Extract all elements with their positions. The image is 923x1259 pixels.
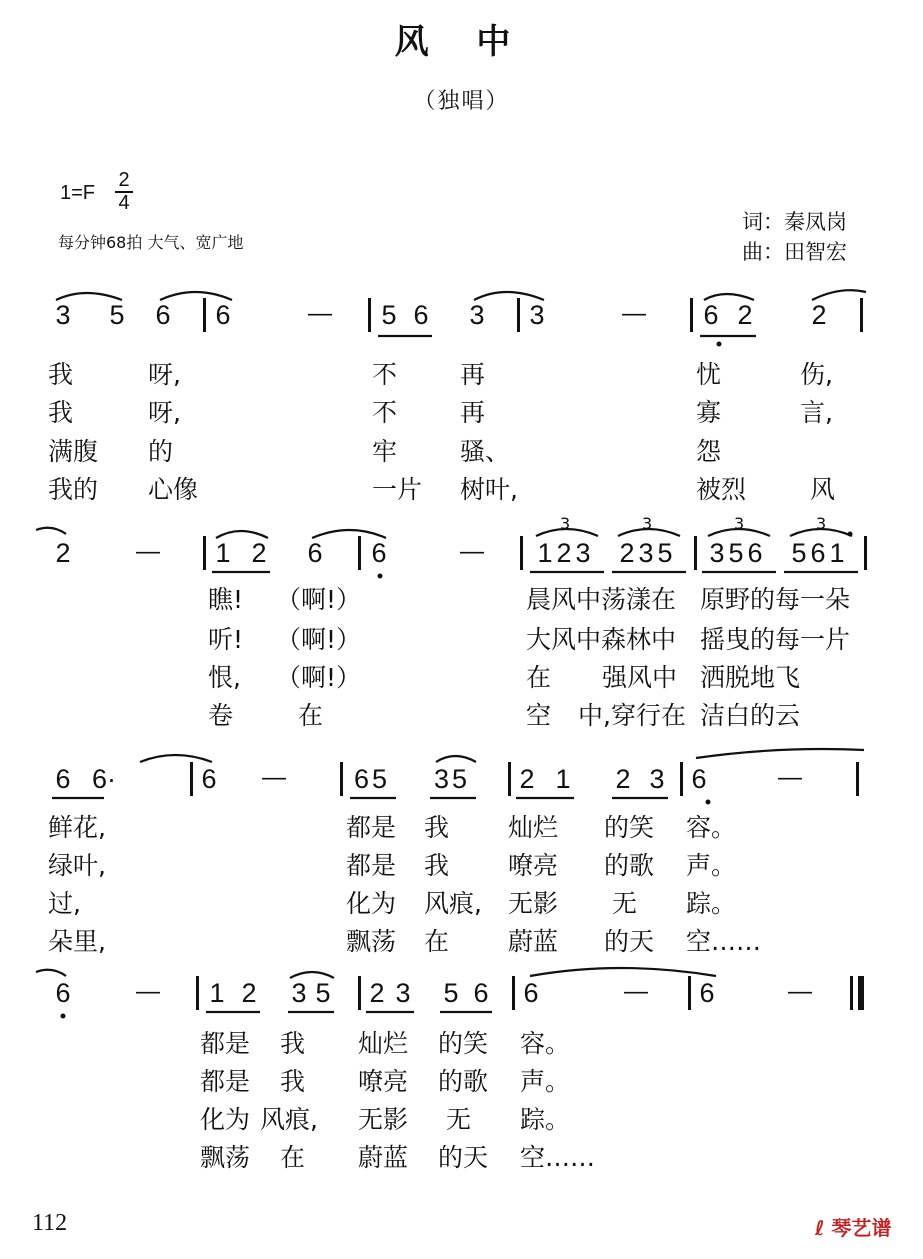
note: 2: [241, 978, 257, 1008]
lyric: 空……: [520, 1143, 596, 1172]
lyric: 言,: [800, 398, 833, 427]
lyric: 声。: [520, 1067, 571, 1096]
barline: [203, 298, 206, 332]
slur: [812, 290, 866, 300]
note: 6: [55, 764, 71, 794]
dash: —: [136, 538, 160, 565]
barline: [368, 298, 371, 332]
dash: —: [622, 300, 646, 327]
lyric: 风痕,: [260, 1105, 318, 1134]
lyric: 在: [298, 701, 324, 730]
triplet-mark: 3: [642, 514, 653, 533]
barline: [694, 536, 697, 570]
lyric: 晨风中荡漾在: [526, 585, 677, 614]
time-sig-top: 2: [118, 169, 130, 191]
lyric: 我的: [48, 475, 99, 504]
lyric: 化为: [346, 889, 397, 918]
lyric: 飘荡: [200, 1143, 251, 1172]
lyric: 空: [526, 701, 552, 730]
note: 6·: [91, 764, 116, 794]
lyric: 风: [810, 475, 836, 504]
triplet-note-group: 123: [537, 538, 595, 568]
slur: [474, 292, 544, 300]
watermark-logo: [815, 1212, 891, 1241]
performance-type: （独唱）: [413, 89, 510, 114]
lyric: 瞧!: [208, 585, 244, 614]
lyric: 灿烂: [508, 813, 559, 842]
lyric: 伤,: [800, 360, 833, 389]
lyric: 我: [48, 398, 74, 427]
lyric: 不: [372, 360, 398, 389]
lyric: 容。: [686, 813, 737, 842]
triplet-note-group: 356: [709, 538, 767, 568]
lyric: 我: [48, 360, 74, 389]
barline: [856, 762, 859, 796]
page-number: 112: [32, 1210, 68, 1236]
note: 2: [811, 300, 827, 330]
note: 6: [523, 978, 539, 1008]
slur: [696, 749, 864, 758]
lyric: 中,穿行在: [578, 701, 686, 730]
lyric: 容。: [520, 1029, 571, 1058]
lyric: 洒脱地飞: [700, 663, 801, 692]
note: 6: [155, 300, 171, 330]
composer-credit: 曲：田智宏: [742, 240, 847, 264]
key-signature: 1=F: [60, 182, 96, 204]
dash: —: [788, 978, 812, 1005]
note: 3: [529, 300, 545, 330]
lyric: 无影: [508, 889, 559, 918]
slur: [160, 292, 232, 300]
barline: [680, 762, 683, 796]
lyric: 的笑: [604, 813, 655, 842]
octave-dot: [848, 532, 853, 537]
dash: —: [624, 978, 648, 1005]
note: 1: [209, 978, 225, 1008]
note: 3: [649, 764, 665, 794]
lyric: 绿叶,: [48, 851, 106, 880]
lyric: 我: [280, 1029, 306, 1058]
note: 6: [691, 764, 707, 794]
lyric: 呀,: [148, 398, 181, 427]
note: 65: [353, 764, 391, 794]
time-signature: [113, 170, 135, 214]
slur: [530, 968, 716, 976]
slur: [36, 528, 66, 534]
lyric: 呀,: [148, 360, 181, 389]
lyric: 我: [280, 1067, 306, 1096]
lyric: 树叶,: [460, 475, 518, 504]
lyric: 在: [424, 927, 450, 956]
lyric: 都是: [346, 813, 397, 842]
lyric: 无影: [358, 1105, 409, 1134]
barline: [512, 976, 515, 1010]
dash: —: [460, 538, 484, 565]
lyric: 骚、: [460, 437, 511, 466]
note: 6: [703, 300, 719, 330]
lyric: 听!: [208, 625, 244, 654]
lyric: 在: [526, 663, 552, 692]
dash: —: [778, 764, 802, 791]
lyric: 的歌: [438, 1067, 489, 1096]
slur: [140, 755, 212, 762]
lyric: 我: [424, 851, 450, 880]
lyric: 再: [460, 360, 486, 389]
lyric: 再: [460, 398, 486, 427]
lyric: 过,: [48, 889, 81, 918]
lyric: 无: [612, 889, 638, 918]
note: 2: [519, 764, 535, 794]
lyric: 踪。: [686, 889, 737, 918]
note: 5: [381, 300, 397, 330]
lyric: 声。: [686, 851, 737, 880]
time-sig-bottom: 4: [118, 192, 130, 214]
note: 6: [55, 978, 71, 1008]
lyric: 恨,: [208, 663, 241, 692]
note: 6: [473, 978, 489, 1008]
note: 2: [55, 538, 71, 568]
watermark-text: 琴艺谱: [831, 1216, 892, 1240]
note: 6: [371, 538, 387, 568]
note: 1: [555, 764, 571, 794]
barline: [358, 976, 361, 1010]
octave-dot: [706, 800, 711, 805]
note: 1: [215, 538, 231, 568]
octave-dot: [378, 574, 383, 579]
lyric: 化为: [200, 1105, 251, 1134]
lyric: 灿烂: [358, 1029, 409, 1058]
dash: —: [136, 978, 160, 1005]
barline: [688, 976, 691, 1010]
lyric: 牢: [372, 437, 398, 466]
final-barline-thick: [858, 976, 864, 1010]
lyric: 被烈: [696, 475, 747, 504]
triplet-note-group: 235: [619, 538, 677, 568]
triplet-mark: 3: [816, 514, 827, 533]
octave-dot: [61, 1014, 66, 1019]
lyric: 风痕,: [424, 889, 482, 918]
slur: [436, 756, 476, 762]
lyric: （啊!）: [276, 663, 362, 692]
barline: [520, 536, 523, 570]
note: 3: [395, 978, 411, 1008]
note: 6: [413, 300, 429, 330]
triplet-mark: 3: [734, 514, 745, 533]
lyric: 心像: [148, 475, 199, 504]
note: 35: [433, 764, 471, 794]
lyric: 都是: [200, 1029, 251, 1058]
lyric: 大风中森林中: [526, 625, 677, 654]
lyric: 踪。: [520, 1105, 571, 1134]
slur: [36, 970, 66, 976]
slur: [56, 293, 122, 300]
slur: [312, 530, 386, 538]
note: 5: [109, 300, 125, 330]
lyric: 的天: [438, 1143, 489, 1172]
triplet-note-group: 561: [791, 538, 849, 568]
dash: —: [308, 300, 332, 327]
lyric: 怨: [696, 437, 722, 466]
note: 2: [615, 764, 631, 794]
barline: [690, 298, 693, 332]
slur: [216, 531, 268, 538]
final-barline-thin: [850, 976, 853, 1010]
lyric: 我: [424, 813, 450, 842]
note: 6: [699, 978, 715, 1008]
lyric: 的天: [604, 927, 655, 956]
barline: [196, 976, 199, 1010]
barline: [864, 536, 867, 570]
lyric: 无: [446, 1105, 472, 1134]
lyric: （啊!）: [276, 625, 362, 654]
lyric: 的: [148, 437, 174, 466]
note: 3: [55, 300, 71, 330]
lyric: 空……: [686, 927, 762, 956]
lyric: 飘荡: [346, 927, 397, 956]
triplet-mark: 3: [560, 514, 571, 533]
lyric: 摇曳的每一片: [700, 625, 851, 654]
lyric: 都是: [200, 1067, 251, 1096]
lyric: 蔚蓝: [358, 1143, 409, 1172]
lyric: 嘹亮: [508, 851, 559, 880]
note: 3: [469, 300, 485, 330]
lyric: 寡: [696, 398, 722, 427]
note: 2: [369, 978, 385, 1008]
lyric: 的歌: [604, 851, 655, 880]
lyric: 忧: [696, 360, 722, 389]
lyricist-credit: 词：秦凤岗: [742, 210, 847, 234]
note: 3: [291, 978, 307, 1008]
note: 2: [251, 538, 267, 568]
note: 6: [307, 538, 323, 568]
lyric: 都是: [346, 851, 397, 880]
tempo-marking: 每分钟68拍 大气、宽广地: [58, 233, 244, 252]
note: 6: [215, 300, 231, 330]
barline: [517, 298, 520, 332]
barline: [358, 536, 361, 570]
lyric: 强风中: [602, 663, 678, 692]
lyric: 鲜花,: [48, 813, 106, 842]
lyric: 一片: [372, 475, 423, 504]
lyric: （啊!）: [276, 585, 362, 614]
dash: —: [262, 764, 286, 791]
lyric: 朵里,: [48, 927, 106, 956]
octave-dot: [717, 342, 722, 347]
lyric: 在: [280, 1143, 306, 1172]
lyric: 嘹亮: [358, 1067, 409, 1096]
lyric: 原野的每一朵: [700, 585, 851, 614]
barline: [860, 298, 863, 332]
watermark-icon: ℓ: [815, 1216, 825, 1240]
note: 5: [315, 978, 331, 1008]
lyric: 满腹: [48, 437, 99, 466]
lyric: 卷: [208, 701, 234, 730]
barline: [203, 536, 206, 570]
lyric: 洁白的云: [700, 701, 801, 730]
note: 5: [443, 978, 459, 1008]
note: 2: [737, 300, 753, 330]
barline: [190, 762, 193, 796]
lyric: 不: [372, 398, 398, 427]
barline: [340, 762, 343, 796]
barline: [508, 762, 511, 796]
note: 6: [201, 764, 217, 794]
song-title: 风 中: [394, 22, 529, 62]
lyric: 蔚蓝: [508, 927, 559, 956]
lyric: 的笑: [438, 1029, 489, 1058]
